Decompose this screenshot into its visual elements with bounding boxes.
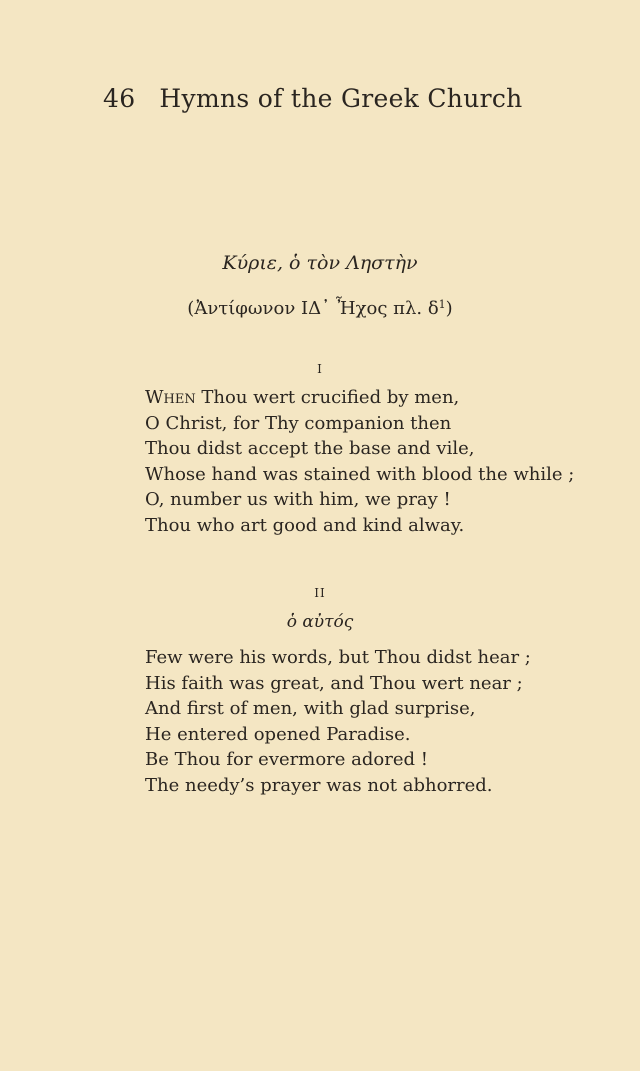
stanza-2-line-5: Be Thou for evermore adored ! [145,749,428,770]
stanza-2-line-2: His faith was great, and Thou wert near ; [145,672,523,694]
hymn-subtitle-text: (Ἀντίφωνον ΙΔ᾽ Ἦχος πλ. δ [187,298,439,319]
stanza-2 [145,645,531,798]
stanza-2-heading: ὁ αὐτός [286,612,354,632]
book-title: Hymns of the Greek Church [159,84,523,113]
stanza-1-numeral: I [317,362,323,376]
stanza-2-line-6: The needy’s prayer was not abhorred. [145,774,493,796]
stanza-1-line-4: Whose hand was stained with blood the while ; [145,463,575,485]
stanza-1-line-1 [145,385,574,411]
stanza-2-numeral: II [314,586,326,600]
hymn-title: Κύριε, ὁ τὸν Ληστὴν [222,252,418,274]
stanza-1-line-2: O Christ, for Thy companion then [145,412,452,434]
stanza-2-line-3: And first of men, with glad surprise, [145,698,476,719]
stanza-2-line-1: Few were his words, but Thou didst hear ; [145,647,531,668]
stanza-1-line-3: Thou didst accept the base and vile, [145,438,475,459]
stanza-2-line-4: He entered opened Paradise. [145,723,411,745]
hymn-subtitle [0,298,640,319]
stanza-1 [145,385,574,538]
running-head [103,84,523,113]
hymn-subtitle-footnote-mark: 1 [438,298,446,311]
stanza-1-line-5: O, number us with him, we pray ! [145,489,451,510]
stanza-1-line-6: Thou who art good and kind alway. [145,514,465,536]
stanza-1-first-word: When [145,387,196,408]
stanza-1-first-line-rest: Thou wert crucified by men, [195,387,460,408]
hymn-subtitle-close: ) [445,298,453,319]
page-number: 46 [103,84,136,113]
